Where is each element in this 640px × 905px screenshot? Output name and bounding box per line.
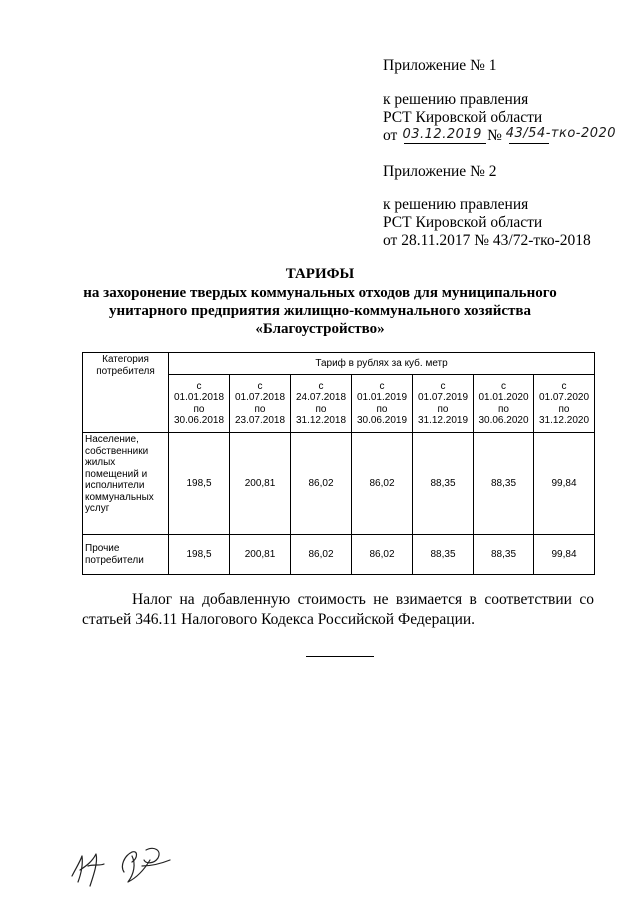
value-cell: 86,02 — [352, 433, 413, 535]
period-header: с 01.01.2020 по 30.06.2020 — [474, 375, 534, 433]
table-row — [83, 535, 595, 575]
value-cell: 198,5 — [169, 535, 230, 575]
appendix-2-line2: РСТ Кировской области — [383, 214, 543, 231]
signature-stroke — [128, 856, 150, 882]
value-cell: 99,84 — [534, 433, 595, 535]
appendix-2-line1: к решению правления — [383, 196, 529, 213]
vat-note: Налог на добавленную стоимость не взимается в соответствии со статьей 346.11 Налогового Кодекса Российской Федерации. — [82, 591, 594, 628]
handwritten-signature — [66, 836, 186, 892]
number-prefix: № — [487, 127, 502, 144]
value-cell: 198,5 — [169, 433, 230, 535]
title-line-1: на захоронение твердых коммунальных отходов для муниципального — [83, 285, 557, 301]
appendix-1-line2: РСТ Кировской области — [383, 109, 543, 126]
title-line-2: унитарного предприятия жилищно-коммунального хозяйства — [109, 303, 531, 319]
handwritten-number: 43/54-тко-2020 — [505, 126, 617, 141]
period-header: с 01.01.2019 по 30.06.2019 — [352, 375, 413, 433]
period-header: с 01.07.2018 по 23.07.2018 — [230, 375, 291, 433]
value-cell: 86,02 — [291, 433, 352, 535]
value-cell: 200,81 — [230, 535, 291, 575]
table-row — [83, 433, 595, 535]
value-cell: 86,02 — [291, 535, 352, 575]
signature-stroke — [144, 848, 159, 862]
tariff-header: Тариф в рублях за куб. метр — [169, 353, 595, 375]
appendix-1-line1: к решению правления — [383, 91, 529, 108]
appendix-2-line3: от 28.11.2017 № 43/72-тко-2018 — [383, 232, 591, 249]
period-header: с 01.07.2020 по 31.12.2020 — [534, 375, 595, 433]
value-cell: 99,84 — [534, 535, 595, 575]
category-cell: Население, собственники жилых помещений и исполнители коммунальных услуг — [83, 433, 169, 535]
document-title: ТАРИФЫ — [285, 266, 355, 282]
date-underline — [404, 143, 486, 144]
period-header: с 01.01.2018 по 30.06.2018 — [169, 375, 230, 433]
value-cell: 88,35 — [413, 535, 474, 575]
category-header: Категория потребителя — [83, 353, 169, 433]
category-cell: Прочие потребители — [83, 535, 169, 575]
appendix-1-title: Приложение № 1 — [383, 57, 497, 74]
period-header: с 24.07.2018 по 31.12.2018 — [291, 375, 352, 433]
value-cell: 88,35 — [474, 433, 534, 535]
period-header: с 01.07.2019 по 31.12.2019 — [413, 375, 474, 433]
handwritten-date: 03.12.2019 — [402, 127, 482, 142]
value-cell: 200,81 — [230, 433, 291, 535]
from-prefix: от — [383, 127, 398, 144]
value-cell: 86,02 — [352, 535, 413, 575]
table-header-row — [83, 353, 595, 375]
tariff-table — [82, 352, 595, 575]
title-line-3: «Благоустройство» — [255, 321, 385, 337]
value-cell: 88,35 — [474, 535, 534, 575]
number-underline — [509, 143, 549, 144]
value-cell: 88,35 — [413, 433, 474, 535]
appendix-2-title: Приложение № 2 — [383, 163, 497, 180]
separator-line — [306, 656, 374, 657]
